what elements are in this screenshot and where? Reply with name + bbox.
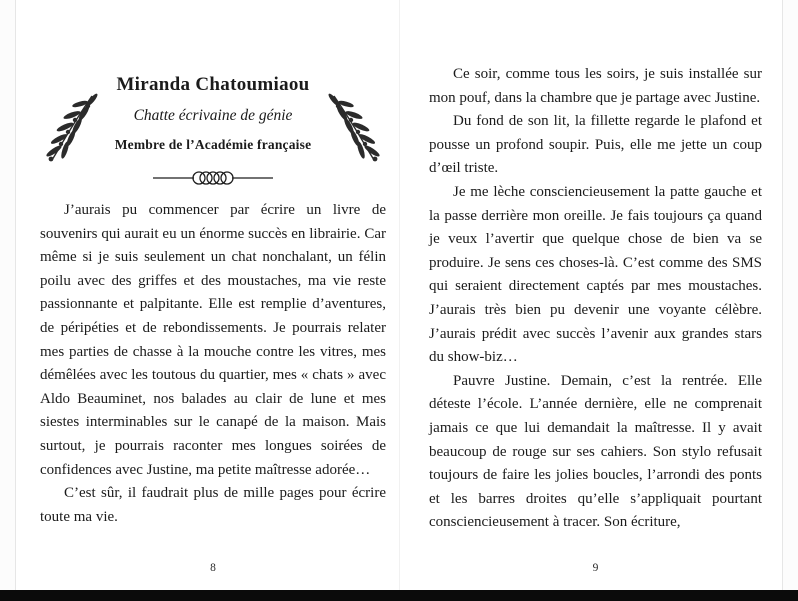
page-edge-right [782,0,798,590]
laurel-branch-left-icon [44,88,100,166]
left-page-body [40,199,386,529]
page-left [40,0,386,590]
paragraph: Pauvre Justine. Demain, c’est la rentrée. Elle déteste l’école. L’année dernière, elle ne comprenait jamais ce que lui demandait la maîtresse. Il y avait beaucoup de rouge sur ses cahiers. Son stylo refusait toujours de faire les jolies boucles, l’arrondi des ponts et les barres droites qu’elle s’appliquait pourtant consciencieusement à tracer. Son écriture, [429,372,762,531]
paragraph: C’est sûr, il faudrait plus de mille pages pour écrire toute ma vie. [40,485,386,525]
laurel-branch-right-icon [326,88,382,166]
right-page-body [429,0,762,535]
spread-gutter [399,0,400,590]
section-divider-ornament-icon [149,167,277,189]
paragraph: J’aurais pu commencer par écrire un livre de souvenirs qui aurait eu un énorme succès en librairie. Car même si je suis seulement un chat nonchalant, un félin poilu avec des griffes et des moustaches, ma vie reste passionnante et palpitante. Elle est remplie d’aventures, de péripéties et de rebondissements. Je pourrais relater mes parties de chasse à la mouche contre les vitres, mes démêlées avec les toutous du quartier, mes « chats » avec Aldo Beauminet, nos balades au clair de lune et mes siestes interminables sur le canapé de la maison. Mais surtout, je pourrais raconter mes longues soirées de confidences avec Justine, ma petite maîtresse adorée… [40,202,386,478]
author-affiliation: Membre de l’Académie française [114,137,312,152]
page-right [429,0,762,590]
scan-bottom-edge [0,590,798,601]
paragraph: Je me lèche consciencieusement la patte gauche et la passe derrière mon oreille. Je fais toujours ça quand je veux l’avertir que quelque chose de bien va se produire. Je sens ces choses-là. C’est comme des SMS qui seraient directement captés par mes moustaches. J’aurais très bien pu devenir une voyante célèbre. J’aurais prédit avec succès l’avenir aux grandes stars du show-biz… [429,183,762,366]
page-edge-left [0,0,16,590]
page-number-right: 9 [592,562,599,574]
page-number-left: 8 [210,562,216,574]
paragraph: Du fond de son lit, la fillette regarde le plafond et pousse un profond soupir. Puis, elle me jette un coup d’œil triste. [429,113,762,177]
author-subtitle: Chatte écrivaine de génie [133,107,293,124]
author-title: Miranda Chatoumiaou [116,74,310,95]
paragraph: Ce soir, comme tous les soirs, je suis installée sur mon pouf, dans la chambre que je partage avec Justine. [429,66,762,106]
chapter-header [40,0,386,153]
